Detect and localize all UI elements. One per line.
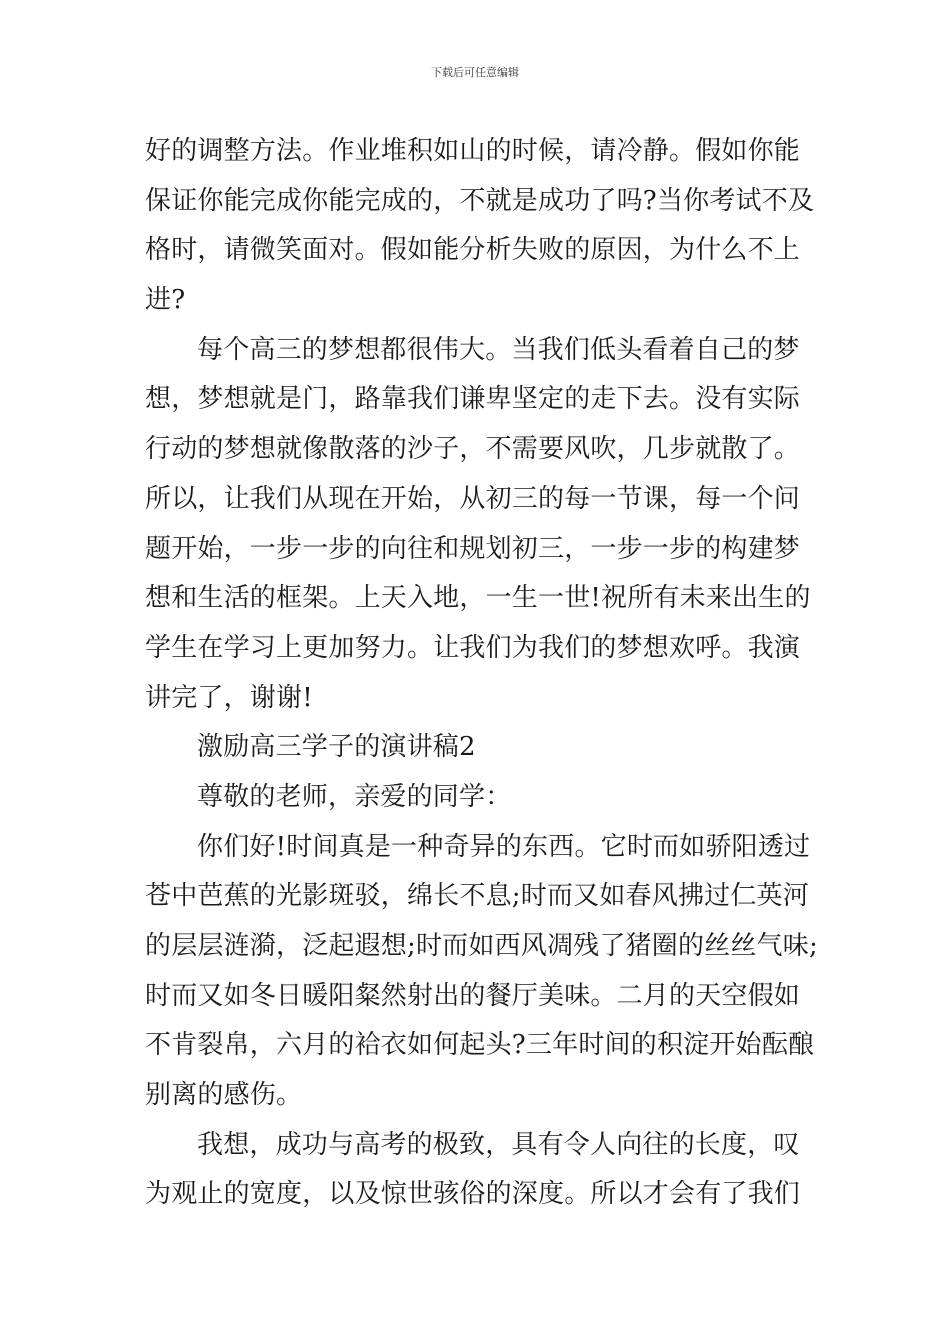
text-line: 格时，请微笑面对。假如能分析失败的原因，为什么不上 [145, 235, 801, 266]
text-line: 进? [145, 285, 186, 316]
text-line: 所以，让我们从现在开始，从初三的每一节课，每一个问 [145, 483, 801, 514]
text-line: 好的调整方法。作业堆积如山的时候，请冷静。假如你能 [145, 136, 801, 166]
text-line: 的层层涟漪，泛起遐想;时而如西风凋残了猪圈的丝丝气味; [145, 931, 818, 961]
section-title: 激励高三学子的演讲稿2 [197, 732, 476, 763]
text-line: 想，梦想就是门，路靠我们谦卑坚定的走下去。没有实际 [145, 384, 801, 415]
paragraph-start: 你们好!时间真是一种奇异的东西。它时而如骄阳透过 [197, 831, 811, 862]
document-body [145, 127, 825, 1220]
salutation: 尊敬的老师，亲爱的同学： [197, 781, 512, 812]
text-line: 时而又如冬日暖阳粲然射出的餐厅美味。二月的天空假如 [145, 980, 801, 1011]
text-line: 苍中芭蕉的光影斑驳，绵长不息;时而又如春风拂过仁英河 [145, 881, 809, 912]
text-line: 为观止的宽度，以及惊世骇俗的深度。所以才会有了我们 [145, 1179, 801, 1210]
page-header: 下载后可任意编辑 [431, 66, 519, 79]
text-line: 不肯裂帛，六月的袷衣如何起头?三年时间的积淀开始酝酿 [145, 1030, 815, 1061]
text-line: 想和生活的框架。上天入地，一生一世!祝所有未来出生的 [145, 583, 811, 614]
text-line: 别离的感伤。 [145, 1080, 303, 1111]
text-line: 学生在学习上更加努力。让我们为我们的梦想欢呼。我演 [145, 632, 801, 663]
text-line: 保证你能完成你能完成的，不就是成功了吗?当你考试不及 [145, 185, 815, 216]
text-line: 行动的梦想就像散落的沙子，不需要风吹，几步就散了。 [145, 434, 801, 465]
text-line: 讲完了，谢谢! [145, 682, 313, 713]
paragraph-start: 我想，成功与高考的极致，具有令人向往的长度，叹 [197, 1129, 800, 1160]
text-line: 题开始，一步一步的向往和规划初三，一步一步的构建梦 [145, 533, 801, 564]
paragraph-start: 每个高三的梦想都很伟大。当我们低头看着自己的梦 [197, 334, 800, 365]
